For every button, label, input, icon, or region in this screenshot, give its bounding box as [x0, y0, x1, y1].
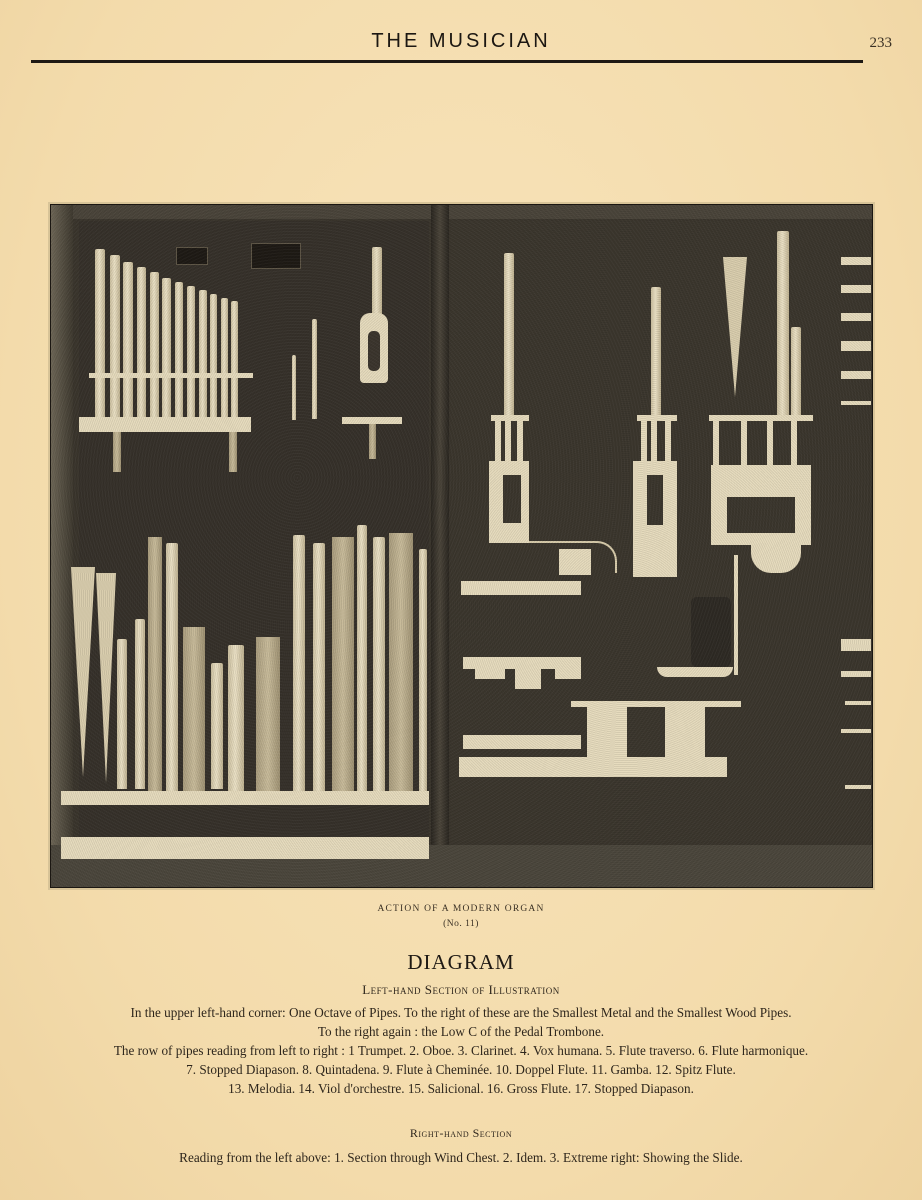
right-section-heading: Right-hand Section: [409, 1126, 513, 1140]
legend-line-2: To the right again : the Low C of the Pedal Trombone.: [317, 1024, 605, 1039]
legend-line-4: 7. Stopped Diapason. 8. Quintadena. 9. Flute à Cheminée. 10. Doppel Flute. 11. Gamba. 12. Spitz Flute.: [186, 1062, 736, 1077]
legend-line-5: 13. Melodia. 14. Viol d'orchestre. 15. Salicional. 16. Gross Flute. 17. Stopped Diapason.: [228, 1081, 694, 1096]
diagram-title: DIAGRAM: [407, 950, 515, 974]
halftone-texture: [51, 205, 872, 887]
organ-action-photograph: [50, 204, 873, 888]
figure-number: (No. 11): [443, 919, 479, 929]
left-section-heading: Left-hand Section of Illustration: [362, 982, 560, 997]
legend-line-1: In the upper left-hand corner: One Octave of Pipes. To the right of these are the Smallest Metal and the Smallest Wood Pipes.: [130, 1005, 792, 1020]
figure-caption: ACTION OF A MODERN ORGAN: [377, 904, 545, 914]
legend-line-3: The row of pipes reading from left to right : 1 Trumpet. 2. Oboe. 3. Clarinet. 4. Vox humana. 5. Flute traverso. 6. Flute harmonique.: [113, 1043, 809, 1058]
running-title: THE MUSICIAN: [371, 30, 551, 52]
page-number: 233: [869, 35, 892, 51]
header-rule: [31, 60, 863, 63]
right-section-line: Reading from the left above: 1. Section through Wind Chest. 2. Idem. 3. Extreme right: Showing the Slide.: [179, 1150, 743, 1165]
